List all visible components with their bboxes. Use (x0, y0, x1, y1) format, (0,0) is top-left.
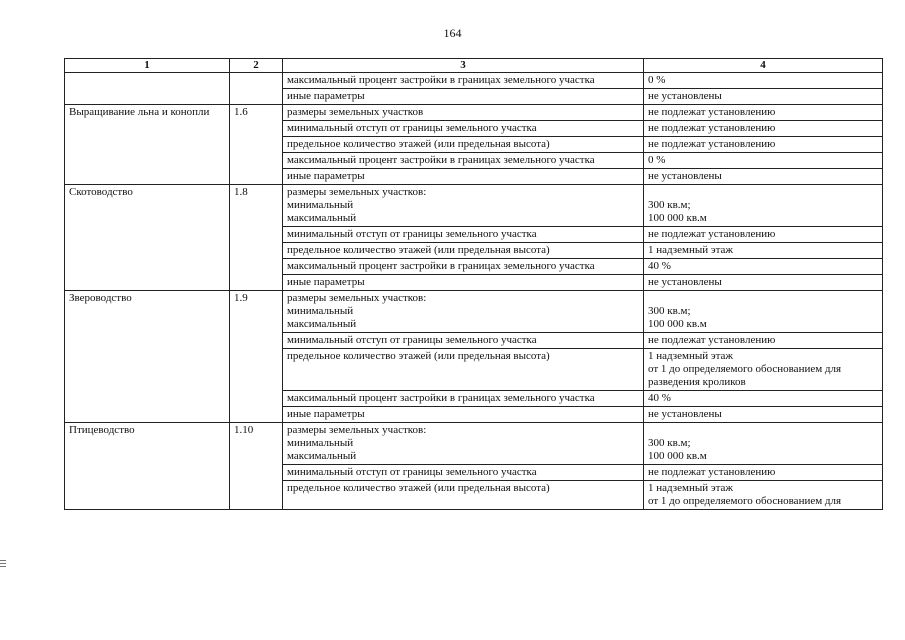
table-row (65, 89, 883, 105)
parameter-text: предельное количество этажей (или предельная высота) (287, 138, 550, 150)
parameter-text: размеры земельных участков: минимальный максимальный (287, 292, 427, 330)
parameter-cell (283, 137, 644, 153)
value-cell (644, 349, 883, 391)
value-text: не подлежат установлению (648, 122, 776, 134)
parameter-text: размеры земельных участков: минимальный максимальный (287, 186, 427, 224)
land-use-code-text: 1.9 (234, 292, 248, 304)
land-use-code-cell (230, 169, 283, 185)
land-use-code-cell (230, 275, 283, 291)
table-row (65, 259, 883, 275)
land-use-name-cell (65, 105, 230, 121)
value-cell (644, 185, 883, 227)
parameter-cell (283, 89, 644, 105)
land-use-name-text: Птицеводство (69, 424, 135, 436)
parameter-text: минимальный отступ от границы земельного участка (287, 122, 537, 134)
value-cell (644, 227, 883, 243)
land-use-name-cell (65, 169, 230, 185)
column-header-2: 2 (230, 59, 283, 73)
parameter-text: предельное количество этажей (или предельная высота) (287, 350, 550, 362)
land-use-code-cell (230, 89, 283, 105)
land-use-name-cell (65, 243, 230, 259)
land-use-code-cell (230, 333, 283, 349)
table-row (65, 243, 883, 259)
parameter-cell (283, 291, 644, 333)
land-use-name-cell (65, 259, 230, 275)
parameter-cell (283, 105, 644, 121)
column-header-3: 3 (283, 59, 644, 73)
land-use-name-cell (65, 423, 230, 465)
table-row (65, 275, 883, 291)
value-cell (644, 259, 883, 275)
land-use-code-cell (230, 227, 283, 243)
land-use-name-cell (65, 275, 230, 291)
parameter-text: размеры земельных участков: минимальный максимальный (287, 424, 427, 462)
value-cell (644, 465, 883, 481)
value-text: 0 % (648, 74, 666, 86)
land-use-name-cell (65, 227, 230, 243)
value-text: не подлежат установлению (648, 334, 776, 346)
value-cell (644, 243, 883, 259)
table-row (65, 153, 883, 169)
value-cell (644, 333, 883, 349)
value-text: 40 % (648, 260, 671, 272)
table-row (65, 185, 883, 227)
value-text: не установлены (648, 408, 722, 420)
table-row (65, 423, 883, 465)
value-cell (644, 407, 883, 423)
column-header-4: 4 (644, 59, 883, 73)
land-use-code-text: 1.10 (234, 424, 254, 436)
land-use-code-cell (230, 153, 283, 169)
land-use-code-cell (230, 185, 283, 227)
land-use-code-cell (230, 73, 283, 89)
land-use-code-text: 1.6 (234, 106, 248, 118)
land-use-name-cell (65, 137, 230, 153)
land-use-name-cell (65, 391, 230, 407)
table-row (65, 407, 883, 423)
value-cell (644, 481, 883, 510)
land-use-code-cell (230, 105, 283, 121)
parameter-text: предельное количество этажей (или предельная высота) (287, 482, 550, 494)
land-use-code-cell (230, 407, 283, 423)
value-text: 300 кв.м; 100 000 кв.м (648, 199, 707, 224)
value-text: 1 надземный этаж от 1 до определяемого обоснованием для разведения кроликов (648, 350, 842, 388)
land-use-code-cell (230, 465, 283, 481)
parameter-cell (283, 185, 644, 227)
value-text: 1 надземный этаж от 1 до определяемого обоснованием для (648, 482, 842, 507)
parameter-text: иные параметры (287, 276, 365, 288)
land-use-code-cell (230, 291, 283, 333)
land-use-code-cell (230, 349, 283, 391)
parameter-cell (283, 259, 644, 275)
land-use-name-text: Скотоводство (69, 186, 133, 198)
land-use-code-text: 1.8 (234, 186, 248, 198)
land-use-code-cell (230, 391, 283, 407)
parameter-text: максимальный процент застройки в границах земельного участка (287, 154, 595, 166)
value-cell (644, 423, 883, 465)
parameter-text: иные параметры (287, 408, 365, 420)
value-text: 40 % (648, 392, 671, 404)
table-row (65, 73, 883, 89)
parameter-text: минимальный отступ от границы земельного участка (287, 334, 537, 346)
table-row (65, 227, 883, 243)
land-use-name-cell (65, 481, 230, 510)
parameter-cell (283, 407, 644, 423)
table-header-row (65, 59, 883, 73)
parameter-cell (283, 227, 644, 243)
land-use-name-cell (65, 291, 230, 333)
land-use-code-cell (230, 137, 283, 153)
value-cell (644, 89, 883, 105)
parameter-cell (283, 481, 644, 510)
table-row (65, 169, 883, 185)
table-row (65, 291, 883, 333)
value-text: не подлежат установлению (648, 106, 776, 118)
page-number: 164 (443, 26, 462, 40)
parameter-text: минимальный отступ от границы земельного участка (287, 228, 537, 240)
land-use-code-cell (230, 259, 283, 275)
value-cell (644, 121, 883, 137)
land-use-name-text: Звероводство (69, 292, 132, 304)
table-row (65, 105, 883, 121)
table-row (65, 137, 883, 153)
value-text: 0 % (648, 154, 666, 166)
land-use-name-text: Выращивание льна и конопли (69, 106, 210, 118)
table-row (65, 465, 883, 481)
land-use-name-cell (65, 465, 230, 481)
value-text: 300 кв.м; 100 000 кв.м (648, 305, 707, 330)
table-row (65, 121, 883, 137)
parameter-text: иные параметры (287, 170, 365, 182)
land-use-name-cell (65, 89, 230, 105)
parameter-text: максимальный процент застройки в границах земельного участка (287, 260, 595, 272)
value-cell (644, 73, 883, 89)
parameter-cell (283, 423, 644, 465)
column-header-1: 1 (65, 59, 230, 73)
parameter-cell (283, 153, 644, 169)
land-use-name-cell (65, 153, 230, 169)
value-cell (644, 275, 883, 291)
land-use-name-cell (65, 349, 230, 391)
parameter-text: иные параметры (287, 90, 365, 102)
parameter-cell (283, 73, 644, 89)
parameter-text: размеры земельных участков (287, 106, 424, 118)
value-text: не установлены (648, 276, 722, 288)
value-text: не установлены (648, 90, 722, 102)
table-row (65, 333, 883, 349)
parameter-cell (283, 275, 644, 291)
value-text: не подлежат установлению (648, 228, 776, 240)
value-text: не подлежат установлению (648, 466, 776, 478)
land-use-code-cell (230, 121, 283, 137)
value-cell (644, 291, 883, 333)
land-use-name-cell (65, 73, 230, 89)
parameter-cell (283, 391, 644, 407)
parameter-cell (283, 349, 644, 391)
table-row (65, 349, 883, 391)
margin-mark (0, 560, 6, 569)
land-use-name-cell (65, 333, 230, 349)
value-cell (644, 169, 883, 185)
value-cell (644, 153, 883, 169)
value-text: не подлежат установлению (648, 138, 776, 150)
value-text: 300 кв.м; 100 000 кв.м (648, 437, 707, 462)
parameter-text: предельное количество этажей (или предельная высота) (287, 244, 550, 256)
value-cell (644, 105, 883, 121)
land-use-name-cell (65, 185, 230, 227)
value-cell (644, 137, 883, 153)
table-row (65, 481, 883, 510)
parameter-cell (283, 243, 644, 259)
parameter-cell (283, 169, 644, 185)
land-use-code-cell (230, 481, 283, 510)
parameter-cell (283, 465, 644, 481)
land-use-code-cell (230, 243, 283, 259)
land-use-parameters-table (64, 58, 883, 510)
value-text: 1 надземный этаж (648, 244, 733, 256)
parameter-text: максимальный процент застройки в границах земельного участка (287, 74, 595, 86)
land-use-name-cell (65, 407, 230, 423)
parameter-cell (283, 121, 644, 137)
parameter-text: максимальный процент застройки в границах земельного участка (287, 392, 595, 404)
land-use-code-cell (230, 423, 283, 465)
parameter-text: минимальный отступ от границы земельного участка (287, 466, 537, 478)
land-use-name-cell (65, 121, 230, 137)
value-text: не установлены (648, 170, 722, 182)
parameter-cell (283, 333, 644, 349)
table-row (65, 391, 883, 407)
value-cell (644, 391, 883, 407)
